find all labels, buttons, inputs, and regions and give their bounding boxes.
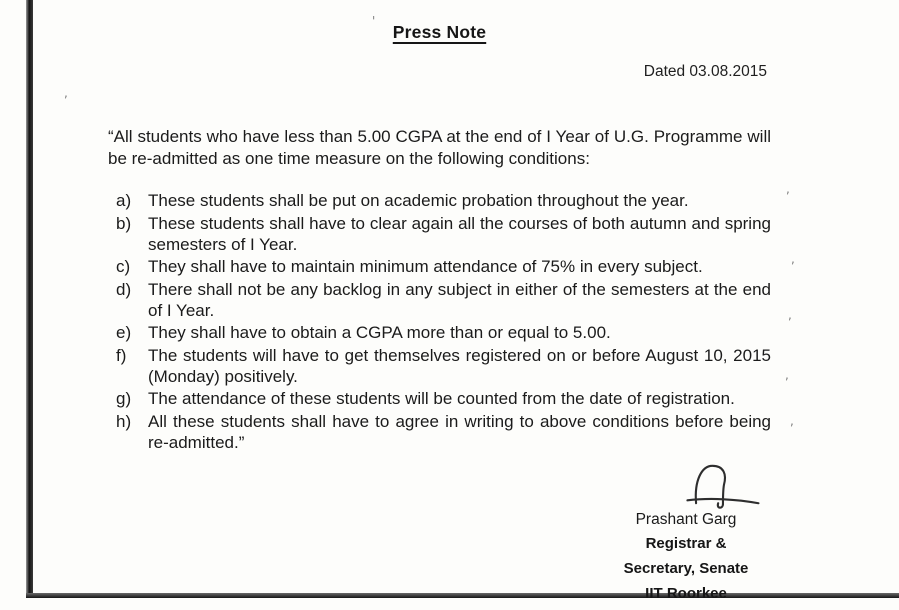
list-item-text: These students shall have to clear again all the courses of both autumn and spring semesters of I Year. (148, 213, 771, 254)
page-title-text: Press Note (392, 22, 487, 42)
list-item-label: h) (116, 411, 132, 431)
list-item (116, 411, 771, 453)
list-item-text: They shall have to obtain a CGPA more than or equal to 5.00. (148, 323, 611, 342)
scan-speckle: , (791, 252, 795, 266)
scan-speckle: , (785, 368, 789, 382)
list-item-text: All these students shall have to agree in writing to above conditions before being re-admitted.” (148, 411, 771, 452)
list-item (116, 388, 771, 409)
list-item-text: They shall have to maintain minimum attendance of 75% in every subject. (148, 257, 703, 276)
signatory-designation-1: Registrar & (645, 534, 727, 552)
scan-speckle: , (788, 308, 792, 322)
list-item-label: d) (116, 279, 132, 299)
list-item-text: The students will have to get themselves registered on or before August 10, 2015 (Monday) positively. (148, 345, 771, 386)
scan-speckle: ' (372, 14, 376, 28)
list-item (116, 213, 771, 255)
signature-block (601, 461, 771, 602)
list-item-label: f) (116, 345, 127, 365)
list-item-text: These students shall be put on academic probation throughout the year. (148, 191, 689, 210)
document-body (108, 0, 771, 610)
list-item-label: b) (116, 213, 132, 233)
scan-speckle: , (790, 414, 794, 428)
scan-edge-left (26, 0, 33, 598)
list-item-label: a) (116, 191, 132, 210)
scan-speckle: , (64, 86, 68, 100)
list-item (116, 322, 771, 343)
list-item (116, 345, 771, 387)
document-date: Dated 03.08.2015 (643, 63, 767, 80)
list-item (116, 256, 771, 277)
list-item (116, 279, 771, 321)
signatory-organization: IIT Roorkee (645, 584, 727, 602)
handwritten-signature (683, 461, 761, 509)
list-item-label: e) (116, 323, 132, 342)
signatory-name: Prashant Garg (635, 510, 737, 528)
list-item-text: The attendance of these students will be counted from the date of registration. (148, 389, 735, 408)
page-title (108, 22, 771, 43)
intro-paragraph: “All students who have less than 5.00 CGPA at the end of I Year of U.G. Programme will be re-admitted as one time measure on the following conditions: (108, 127, 771, 168)
list-item-text: There shall not be any backlog in any subject in either of the semesters at the end of I Year. (148, 279, 771, 320)
list-item-label: c) (116, 257, 131, 276)
list-item (116, 190, 771, 211)
conditions-list (108, 190, 771, 453)
list-item-label: g) (116, 389, 132, 408)
scan-speckle: , (786, 182, 790, 196)
signatory-designation-2: Secretary, Senate (623, 559, 749, 577)
